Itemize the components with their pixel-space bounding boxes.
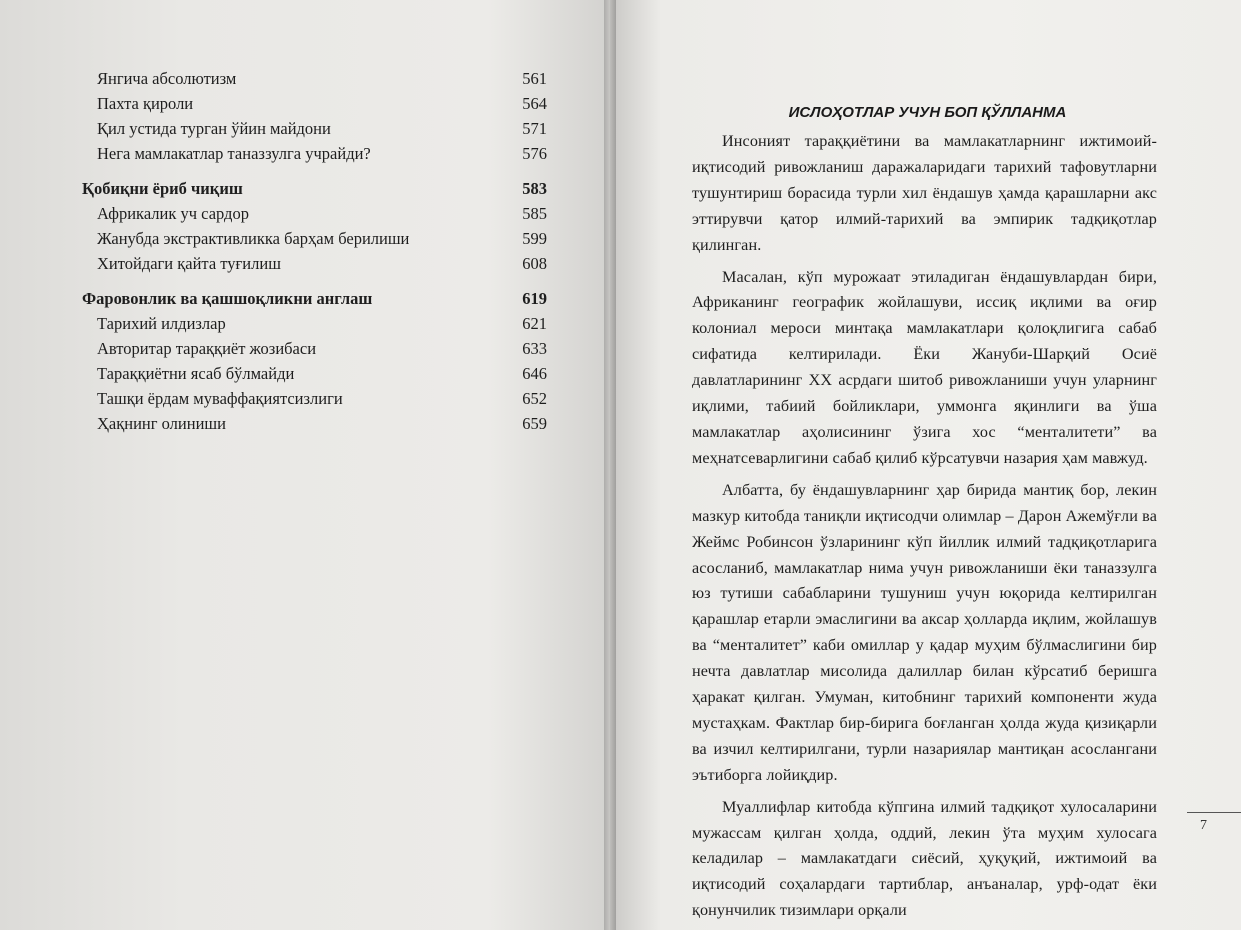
toc-entry-page: 608 — [522, 254, 547, 273]
toc-entry-page: 619 — [522, 289, 547, 308]
page-number-rule — [1187, 812, 1241, 813]
toc-entry-label: Қил устида турган ўйин майдони — [97, 119, 331, 138]
toc-entry-label: Авторитар тараққиёт жозибаси — [97, 339, 317, 358]
toc-section-heading — [82, 176, 547, 201]
toc-entry — [82, 411, 547, 436]
toc-entry-page: 599 — [522, 229, 547, 248]
toc-entry-page: 646 — [522, 364, 547, 383]
body-paragraph: Масалан, кўп мурожаат этиладиган ёндашувлардан бири, Африканинг географик жойлашуви, иссиқ иқлими ва оғир колониал мероси минтақа мамлакатлари қолоқлигига сабаб сифатида келтирилади. Ёки Жануби-Шарқий Осиё давлатларининг ХХ асрдаги шитоб ривожланиши учун уларнинг иқлими, табиий бойликлари, уммонга яқинлиги ва ўша мамлакатлар аҳолисининг ўзига хос “менталитети” ва меҳнатсеварлигини сабаб қилиб кўрсатувчи назария ҳам мавжуд. — [692, 267, 1157, 467]
toc-entry — [82, 226, 547, 251]
toc-entry-label: Ҳақнинг олиниши — [97, 414, 226, 433]
toc-entry-label: Қобиқни ёриб чиқиш — [82, 179, 243, 198]
toc-entry-label: Африкалик уч сардор — [97, 204, 249, 223]
toc-entry-page: 652 — [522, 389, 547, 408]
body-paragraph: Инсоният тараққиётини ва мамлакатларнинг ижтимоий-иқтисодий ривожланиш даражаларидаги тарихий тафовутларни тушунтириш борасида турли хил ёндашув ҳамда қарашларни акс эттирувчи қатор илмий-тарихий ва эмпирик тадқиқотлар қилинган. — [692, 132, 1157, 254]
toc-entry — [82, 141, 547, 166]
toc-entry-page: 585 — [522, 204, 547, 223]
toc-entry-page: 621 — [522, 314, 547, 333]
toc-entry-page: 571 — [522, 119, 547, 138]
toc-entry-label: Тараққиётни ясаб бўлмайди — [97, 364, 295, 383]
right-page-content — [692, 104, 1157, 930]
toc-entry — [82, 361, 547, 386]
toc-entry-label: Фаровонлик ва қашшоқликни англаш — [82, 289, 373, 308]
table-of-contents — [82, 66, 547, 436]
toc-entry — [82, 116, 547, 141]
page-title: ИСЛОҲОТЛАР УЧУН БОП ҚЎЛЛАНМА — [788, 104, 1067, 121]
toc-entry-page: 561 — [522, 69, 547, 88]
page-number: 7 — [1200, 818, 1207, 833]
toc-entry-label: Пахта қироли — [97, 94, 194, 113]
toc-entry — [82, 336, 547, 361]
toc-entry — [82, 66, 547, 91]
left-page — [0, 0, 610, 930]
book-gutter — [604, 0, 616, 930]
toc-entry-page: 659 — [522, 414, 547, 433]
right-page — [610, 0, 1241, 930]
toc-entry — [82, 251, 547, 276]
toc-entry — [82, 311, 547, 336]
toc-entry-label: Жанубда экстрактивликка барҳам берилиши — [97, 229, 410, 248]
toc-entry-page: 576 — [522, 144, 547, 163]
toc-entry-label: Хитойдаги қайта туғилиш — [97, 254, 281, 273]
toc-entry-label: Тарихий илдизлар — [97, 314, 226, 333]
body-paragraph: Муаллифлар китобда кўпгина илмий тадқиқот хулосаларини мужассам қилган ҳолда, оддий, лекин ўта муҳим хулосага келадилар – мамлакатдаги сиёсий, ҳуқуқий, ижтимоий ва иқтисодий соҳалардаги тартиблар, анъаналар, урф-одат ёки қонунчилик тизимлари орқали — [692, 797, 1157, 920]
toc-entry — [82, 91, 547, 116]
body-paragraph: Албатта, бу ёндашувларнинг ҳар бирида мантиқ бор, лекин мазкур китобда таниқли иқтисодчи олимлар – Дарон Ажемўғли ва Жеймс Робинсон ўзларининг кўп йиллик илмий тадқиқотларига асосланиб, мамлакатлар нима учун ривожланиши ёки таназзулга юз тутиши сабабларини тушуниш учун юқорида келтирилган қарашлар етарли эмаслигини ва аксар ҳолларда иқлим, жойлашув ва “менталитет” каби омиллар у қадар муҳим бўлмаслигини бир нечта давлатлар мисолида далиллар билан кўрсатиб беришга ҳаракат қилган. Умуман, китобнинг тарихий компоненти жуда мустаҳкам. Фактлар бир-бирига боғланган ҳолда жуда қизиқарли ва изчил келтирилгани, турли назариялар мантиқан асослангани эътиборга лойиқдир. — [692, 480, 1157, 784]
toc-section-heading — [82, 286, 547, 311]
toc-entry — [82, 386, 547, 411]
toc-entry — [82, 201, 547, 226]
toc-entry-page: 633 — [522, 339, 547, 358]
toc-entry-page: 564 — [522, 94, 547, 113]
toc-entry-page: 583 — [522, 179, 547, 198]
toc-entry-label: Ташқи ёрдам муваффақиятсизлиги — [97, 389, 343, 408]
toc-entry-label: Нега мамлакатлар таназзулга учрайди? — [97, 144, 371, 163]
toc-entry-label: Янгича абсолютизм — [97, 69, 237, 88]
